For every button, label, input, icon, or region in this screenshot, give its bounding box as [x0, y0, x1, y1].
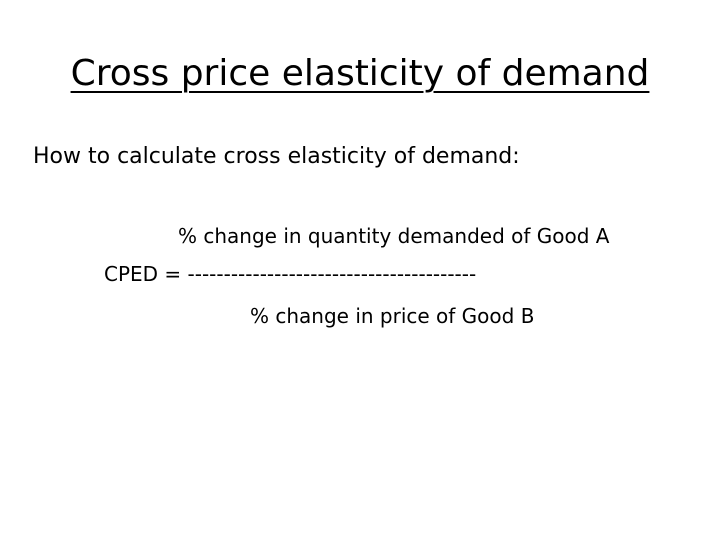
slide-title: Cross price elasticity of demand	[70, 53, 650, 94]
intro-text: How to calculate cross elasticity of demand:	[33, 144, 520, 169]
formula-label-and-bar: CPED = ----------------------------------------	[104, 262, 477, 286]
formula-numerator: % change in quantity demanded of Good A	[178, 224, 610, 248]
formula-denominator: % change in price of Good B	[250, 304, 535, 328]
